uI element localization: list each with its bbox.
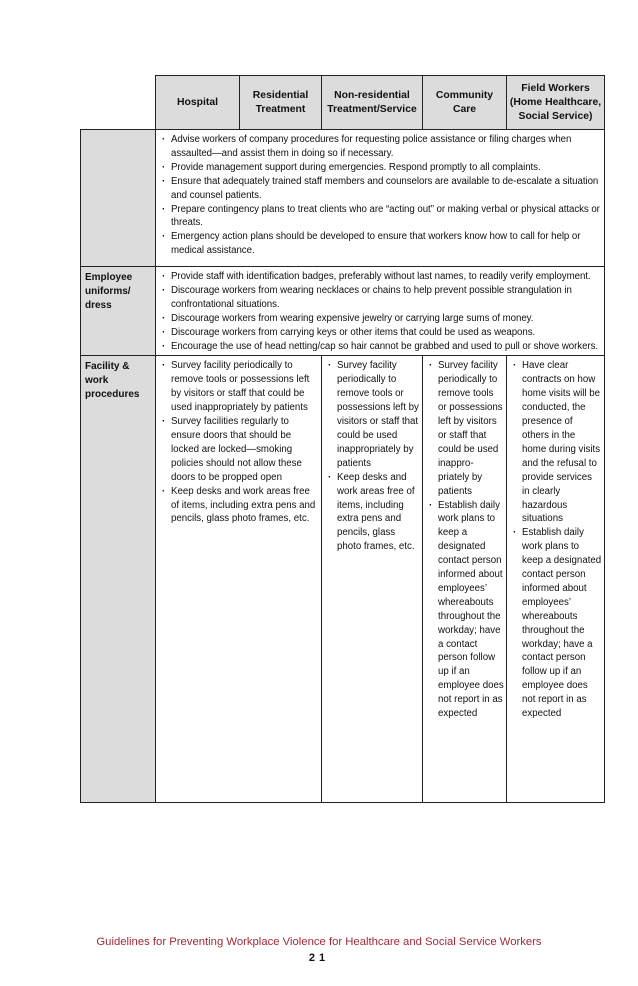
general-row-label [81, 130, 156, 267]
list-item: · Survey facility periodically to remove tools or possessions left by visitors or staff that could be used inappro- priately by patients [428, 359, 504, 498]
header-nonresidential: Non-residential Treatment/Service [322, 76, 423, 130]
facility-nonresidential-list [327, 359, 420, 554]
facility-hospital-residential-list [161, 359, 319, 526]
list-item: · Establish daily work plans to keep a designated contact person informed about employees’ whereabouts throughout the workday; have a contact person follow up if an employee does not report in as expected [428, 499, 504, 722]
header-residential: Residential Treatment [240, 76, 322, 130]
list-item: · Encourage the use of head netting/cap so hair cannot be grabbed and used to pull or shove workers. [161, 340, 602, 354]
facility-row [81, 356, 605, 803]
header-community: Community Care [423, 76, 507, 130]
facility-community-cell [423, 356, 507, 803]
list-item: · Discourage workers from wearing necklaces or chains to help prevent possible strangulation in confrontational situations. [161, 284, 602, 312]
uniforms-row-label: Employee uniforms/ dress [81, 267, 156, 356]
facility-field-cell [507, 356, 605, 803]
list-item: · Advise workers of company procedures for requesting police assistance or filing charges when assaulted—and assist them in doing so if necessary. [161, 133, 602, 161]
list-item: · Prepare contingency plans to treat clients who are “acting out” or making verbal or physical attacks or threats. [161, 203, 602, 231]
list-item: · Emergency action plans should be developed to ensure that workers know how to call for help or medical assistance. [161, 230, 602, 258]
list-item: · Discourage workers from carrying keys or other items that could be used as weapons. [161, 326, 602, 340]
facility-community-list [428, 359, 504, 721]
facility-row-label: Facility & work procedures [81, 356, 156, 803]
uniforms-list [161, 270, 602, 353]
list-item: · Discourage workers from wearing expensive jewelry or carrying large sums of money. [161, 312, 602, 326]
facility-field-list [512, 359, 602, 721]
list-item: · Keep desks and work areas free of items, including extra pens and pencils, glass photo frames, etc. [327, 471, 420, 554]
list-item: · Provide staff with identification badges, preferably without last names, to readily verify employment. [161, 270, 602, 284]
list-item: · Survey facilities regularly to ensure doors that should be locked are locked—smoking policies should not allow these doors to be propped open [161, 415, 319, 485]
header-row [81, 76, 605, 130]
list-item: · Survey facility periodically to remove tools or possessions left by visitors or staff that could be used inappropriately by patients [161, 359, 319, 415]
uniforms-row [81, 267, 605, 356]
list-item: · Have clear contracts on how home visits will be conducted, the presence of others in the home during visits and the refusal to provide services in clearly hazardous situations [512, 359, 602, 526]
facility-nonresidential-cell [322, 356, 423, 803]
guidelines-table [80, 75, 605, 803]
page-number: 21 [308, 952, 330, 964]
list-item: · Ensure that adequately trained staff members and counselors are available to de-escalate a situation and counsel patients. [161, 175, 602, 203]
header-hospital: Hospital [156, 76, 240, 130]
guidelines-table-region [80, 75, 604, 803]
list-item: · Establish daily work plans to keep a designated contact person informed about employees’ whereabouts throughout the workday; have a contact person follow up if an employee does not report in as expected [512, 526, 602, 721]
list-item: · Keep desks and work areas free of items, including extra pens and pencils, glass photo frames, etc. [161, 485, 319, 527]
general-list [161, 133, 602, 258]
uniforms-row-content [156, 267, 605, 356]
general-row-content [156, 130, 605, 267]
header-corner [81, 76, 156, 130]
header-field-workers: Field Workers (Home Healthcare, Social Service) [507, 76, 605, 130]
list-item: · Provide management support during emergencies. Respond promptly to all complaints. [161, 161, 602, 175]
facility-hospital-residential-cell [156, 356, 322, 803]
list-item: · Survey facility periodically to remove tools or possessions left by visitors or staff that could be used inappropriately by patients [327, 359, 420, 470]
general-row [81, 130, 605, 267]
footer-title: Guidelines for Preventing Workplace Violence for Healthcare and Social Service Workers [96, 936, 542, 948]
